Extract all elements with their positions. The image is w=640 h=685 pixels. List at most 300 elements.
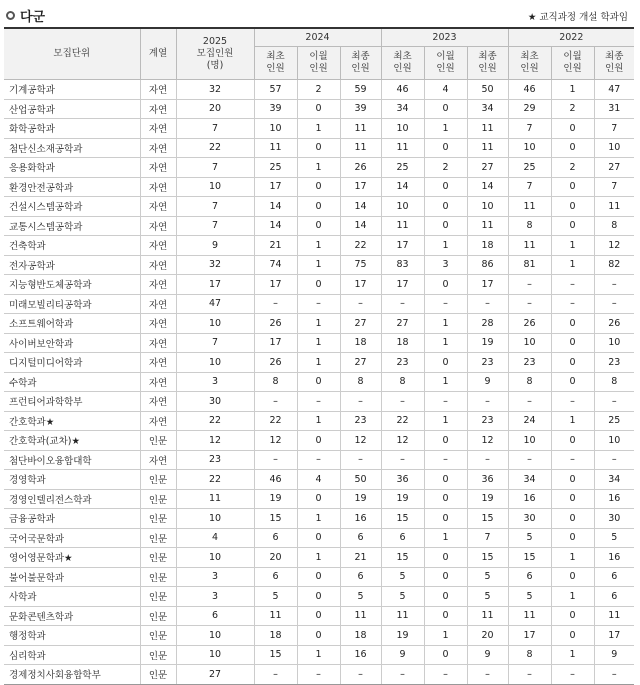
value-cell: 1 <box>424 372 467 392</box>
value-cell: 8 <box>381 372 424 392</box>
value-cell: 18 <box>254 626 297 646</box>
category-cell: 자연 <box>140 275 176 295</box>
value-cell: 8 <box>508 372 551 392</box>
value-cell: 11 <box>381 216 424 236</box>
value-cell: 0 <box>551 177 594 197</box>
value-cell: – <box>594 294 634 314</box>
table-row <box>4 548 634 568</box>
value-cell: 3 <box>176 372 254 392</box>
value-cell: 11 <box>176 489 254 509</box>
value-cell: – <box>551 665 594 685</box>
header-unit: 모집단위 <box>4 28 140 80</box>
value-cell: 50 <box>340 470 381 490</box>
value-cell: 11 <box>594 197 634 217</box>
value-cell: 11 <box>381 138 424 158</box>
value-cell: 1 <box>297 509 340 529</box>
value-cell: 23 <box>340 411 381 431</box>
value-cell: 0 <box>424 606 467 626</box>
value-cell: 0 <box>424 587 467 607</box>
value-cell: 7 <box>508 119 551 139</box>
value-cell: 19 <box>381 626 424 646</box>
value-cell: – <box>340 392 381 412</box>
value-cell: 16 <box>340 645 381 665</box>
value-cell: 5 <box>254 587 297 607</box>
value-cell: 0 <box>297 216 340 236</box>
table-row <box>4 392 634 412</box>
value-cell: 22 <box>254 411 297 431</box>
value-cell: – <box>551 392 594 412</box>
subheader-cell: 최초 인원 <box>508 47 551 80</box>
value-cell: 19 <box>467 333 508 353</box>
dept-name-cell: 디지털미디어학과 <box>4 353 140 373</box>
value-cell: 5 <box>508 528 551 548</box>
category-cell: 자연 <box>140 411 176 431</box>
value-cell: 5 <box>467 587 508 607</box>
dept-name-cell: 간호학과(교차)★ <box>4 431 140 451</box>
value-cell: 11 <box>254 138 297 158</box>
value-cell: – <box>508 392 551 412</box>
value-cell: 10 <box>176 353 254 373</box>
value-cell: 23 <box>467 353 508 373</box>
value-cell: 0 <box>424 431 467 451</box>
value-cell: 17 <box>508 626 551 646</box>
dept-name-cell: 교통시스템공학과 <box>4 216 140 236</box>
value-cell: 18 <box>340 333 381 353</box>
value-cell: – <box>467 392 508 412</box>
value-cell: 6 <box>340 567 381 587</box>
value-cell: – <box>381 665 424 685</box>
value-cell: 1 <box>297 158 340 178</box>
category-cell: 인문 <box>140 567 176 587</box>
value-cell: 21 <box>340 548 381 568</box>
value-cell: – <box>551 275 594 295</box>
value-cell: 7 <box>176 119 254 139</box>
category-cell: 자연 <box>140 353 176 373</box>
value-cell: 26 <box>594 314 634 334</box>
dept-name-cell: 경제정치사회융합학부 <box>4 665 140 685</box>
value-cell: – <box>594 450 634 470</box>
value-cell: 25 <box>381 158 424 178</box>
table-row <box>4 314 634 334</box>
value-cell: – <box>594 665 634 685</box>
category-cell: 인문 <box>140 587 176 607</box>
value-cell: 0 <box>551 470 594 490</box>
value-cell: 0 <box>297 431 340 451</box>
value-cell: 17 <box>594 626 634 646</box>
subheader-cell: 최종 인원 <box>467 47 508 80</box>
value-cell: 19 <box>467 489 508 509</box>
value-cell: 1 <box>297 645 340 665</box>
subheader-cell: 최초 인원 <box>254 47 297 80</box>
value-cell: 59 <box>340 80 381 100</box>
value-cell: 32 <box>176 80 254 100</box>
value-cell: 50 <box>467 80 508 100</box>
value-cell: 5 <box>381 587 424 607</box>
value-cell: 10 <box>176 645 254 665</box>
value-cell: 6 <box>594 567 634 587</box>
value-cell: 18 <box>381 333 424 353</box>
value-cell: 0 <box>297 197 340 217</box>
value-cell: 1 <box>551 411 594 431</box>
category-cell: 자연 <box>140 314 176 334</box>
value-cell: 30 <box>176 392 254 412</box>
dept-name-cell: 불어불문학과 <box>4 567 140 587</box>
value-cell: 0 <box>424 509 467 529</box>
value-cell: 34 <box>508 470 551 490</box>
table-row <box>4 255 634 275</box>
value-cell: 10 <box>381 119 424 139</box>
value-cell: 10 <box>381 197 424 217</box>
value-cell: 20 <box>176 99 254 119</box>
value-cell: 11 <box>254 606 297 626</box>
table-row <box>4 80 634 100</box>
value-cell: 2 <box>551 99 594 119</box>
table-row <box>4 606 634 626</box>
value-cell: 15 <box>254 509 297 529</box>
value-cell: 22 <box>176 138 254 158</box>
subheader-cell: 이월 인원 <box>297 47 340 80</box>
value-cell: 26 <box>340 158 381 178</box>
value-cell: 10 <box>176 314 254 334</box>
table-row <box>4 509 634 529</box>
value-cell: 6 <box>508 567 551 587</box>
subheader-cell: 최초 인원 <box>381 47 424 80</box>
value-cell: 17 <box>254 333 297 353</box>
value-cell: 17 <box>381 275 424 295</box>
value-cell: 17 <box>381 236 424 256</box>
table-row <box>4 236 634 256</box>
value-cell: 0 <box>424 216 467 236</box>
value-cell: 12 <box>254 431 297 451</box>
value-cell: 21 <box>254 236 297 256</box>
dept-name-cell: 소프트웨어학과 <box>4 314 140 334</box>
value-cell: 8 <box>254 372 297 392</box>
table-row <box>4 333 634 353</box>
value-cell: – <box>508 665 551 685</box>
value-cell: 14 <box>340 197 381 217</box>
value-cell: 27 <box>594 158 634 178</box>
value-cell: 0 <box>424 470 467 490</box>
value-cell: 6 <box>254 528 297 548</box>
category-cell: 자연 <box>140 80 176 100</box>
category-cell: 자연 <box>140 99 176 119</box>
value-cell: 0 <box>551 509 594 529</box>
value-cell: 7 <box>176 197 254 217</box>
value-cell: 31 <box>594 99 634 119</box>
value-cell: 0 <box>551 528 594 548</box>
value-cell: 1 <box>424 314 467 334</box>
value-cell: 26 <box>254 314 297 334</box>
dept-name-cell: 전자공학과 <box>4 255 140 275</box>
value-cell: 19 <box>340 489 381 509</box>
value-cell: – <box>381 294 424 314</box>
value-cell: 19 <box>254 489 297 509</box>
category-cell: 인문 <box>140 626 176 646</box>
value-cell: 24 <box>508 411 551 431</box>
category-cell: 인문 <box>140 489 176 509</box>
category-cell: 인문 <box>140 528 176 548</box>
value-cell: 10 <box>508 138 551 158</box>
value-cell: 10 <box>594 431 634 451</box>
value-cell: 46 <box>254 470 297 490</box>
value-cell: 1 <box>424 626 467 646</box>
value-cell: 17 <box>340 275 381 295</box>
value-cell: 11 <box>508 606 551 626</box>
value-cell: – <box>254 294 297 314</box>
category-cell: 자연 <box>140 450 176 470</box>
table-row <box>4 99 634 119</box>
value-cell: – <box>297 450 340 470</box>
table-row <box>4 470 634 490</box>
value-cell: – <box>297 392 340 412</box>
value-cell: 17 <box>254 275 297 295</box>
value-cell: 6 <box>594 587 634 607</box>
value-cell: 1 <box>424 236 467 256</box>
dept-name-cell: 응용화학과 <box>4 158 140 178</box>
value-cell: 47 <box>594 80 634 100</box>
value-cell: 1 <box>297 255 340 275</box>
category-cell: 자연 <box>140 216 176 236</box>
value-cell: 6 <box>176 606 254 626</box>
header-year-2024: 2024 <box>254 28 381 47</box>
value-cell: 34 <box>381 99 424 119</box>
value-cell: – <box>508 294 551 314</box>
value-cell: 23 <box>594 353 634 373</box>
value-cell: 1 <box>551 587 594 607</box>
value-cell: 25 <box>508 158 551 178</box>
value-cell: 8 <box>340 372 381 392</box>
value-cell: 0 <box>424 489 467 509</box>
value-cell: 12 <box>176 431 254 451</box>
value-cell: 1 <box>297 119 340 139</box>
value-cell: 19 <box>381 489 424 509</box>
value-cell: 12 <box>381 431 424 451</box>
value-cell: 8 <box>508 645 551 665</box>
value-cell: 6 <box>254 567 297 587</box>
value-cell: – <box>467 665 508 685</box>
value-cell: 75 <box>340 255 381 275</box>
value-cell: 1 <box>551 548 594 568</box>
value-cell: 46 <box>381 80 424 100</box>
value-cell: 0 <box>297 567 340 587</box>
value-cell: 0 <box>551 216 594 236</box>
dept-name-cell: 건축학과 <box>4 236 140 256</box>
value-cell: 2 <box>424 158 467 178</box>
value-cell: – <box>424 665 467 685</box>
value-cell: 8 <box>594 216 634 236</box>
value-cell: – <box>381 392 424 412</box>
value-cell: 12 <box>340 431 381 451</box>
value-cell: 11 <box>508 236 551 256</box>
value-cell: 6 <box>340 528 381 548</box>
value-cell: 30 <box>594 509 634 529</box>
table-row <box>4 587 634 607</box>
value-cell: – <box>254 665 297 685</box>
value-cell: – <box>467 294 508 314</box>
category-cell: 자연 <box>140 333 176 353</box>
table-row <box>4 411 634 431</box>
value-cell: – <box>340 450 381 470</box>
value-cell: 25 <box>594 411 634 431</box>
value-cell: – <box>254 392 297 412</box>
value-cell: – <box>340 294 381 314</box>
value-cell: 86 <box>467 255 508 275</box>
value-cell: 0 <box>424 275 467 295</box>
value-cell: 39 <box>254 99 297 119</box>
value-cell: 83 <box>381 255 424 275</box>
table-row <box>4 294 634 314</box>
value-cell: 11 <box>467 138 508 158</box>
value-cell: 0 <box>297 372 340 392</box>
value-cell: 0 <box>424 353 467 373</box>
value-cell: 0 <box>551 606 594 626</box>
value-cell: 1 <box>424 119 467 139</box>
value-cell: 1 <box>551 645 594 665</box>
subheader-cell: 최종 인원 <box>340 47 381 80</box>
value-cell: – <box>467 450 508 470</box>
dept-name-cell: 간호학과★ <box>4 411 140 431</box>
value-cell: 15 <box>381 548 424 568</box>
value-cell: 2 <box>551 158 594 178</box>
subheader-cell: 이월 인원 <box>551 47 594 80</box>
category-cell: 자연 <box>140 197 176 217</box>
value-cell: 32 <box>176 255 254 275</box>
table-row <box>4 275 634 295</box>
table-row <box>4 158 634 178</box>
value-cell: 0 <box>551 353 594 373</box>
dept-name-cell: 환경안전공학과 <box>4 177 140 197</box>
dept-name-cell: 화학공학과 <box>4 119 140 139</box>
value-cell: 14 <box>340 216 381 236</box>
value-cell: 7 <box>467 528 508 548</box>
value-cell: 10 <box>254 119 297 139</box>
dept-name-cell: 건설시스템공학과 <box>4 197 140 217</box>
value-cell: 7 <box>594 119 634 139</box>
value-cell: 3 <box>176 587 254 607</box>
value-cell: 11 <box>340 119 381 139</box>
value-cell: 4 <box>424 80 467 100</box>
dept-name-cell: 영어영문학과★ <box>4 548 140 568</box>
value-cell: 0 <box>551 333 594 353</box>
table-row <box>4 177 634 197</box>
value-cell: 27 <box>176 665 254 685</box>
value-cell: 22 <box>340 236 381 256</box>
value-cell: 10 <box>176 509 254 529</box>
value-cell: 0 <box>297 528 340 548</box>
value-cell: 1 <box>297 314 340 334</box>
value-cell: 10 <box>176 626 254 646</box>
dept-name-cell: 국어국문학과 <box>4 528 140 548</box>
value-cell: 5 <box>381 567 424 587</box>
value-cell: 1 <box>551 80 594 100</box>
subheader-cell: 이월 인원 <box>424 47 467 80</box>
dept-name-cell: 사학과 <box>4 587 140 607</box>
value-cell: 0 <box>424 138 467 158</box>
value-cell: 0 <box>297 587 340 607</box>
value-cell: 0 <box>551 314 594 334</box>
admissions-table <box>4 27 634 685</box>
value-cell: 34 <box>594 470 634 490</box>
dept-name-cell: 사이버보안학과 <box>4 333 140 353</box>
value-cell: 16 <box>594 548 634 568</box>
header-year-2023: 2023 <box>381 28 508 47</box>
value-cell: – <box>254 450 297 470</box>
category-cell: 자연 <box>140 294 176 314</box>
value-cell: 27 <box>381 314 424 334</box>
value-cell: 1 <box>297 353 340 373</box>
value-cell: – <box>297 665 340 685</box>
value-cell: 12 <box>467 431 508 451</box>
value-cell: 1 <box>297 236 340 256</box>
value-cell: 10 <box>467 197 508 217</box>
table-row <box>4 665 634 685</box>
value-cell: 0 <box>297 275 340 295</box>
value-cell: 14 <box>381 177 424 197</box>
value-cell: 0 <box>424 177 467 197</box>
value-cell: 30 <box>508 509 551 529</box>
value-cell: 7 <box>508 177 551 197</box>
value-cell: 17 <box>254 177 297 197</box>
value-cell: 29 <box>508 99 551 119</box>
value-cell: 5 <box>467 567 508 587</box>
header-year-2022: 2022 <box>508 28 634 47</box>
section-header <box>6 6 45 24</box>
category-cell: 인문 <box>140 606 176 626</box>
value-cell: 26 <box>508 314 551 334</box>
value-cell: 7 <box>176 158 254 178</box>
value-cell: 11 <box>340 138 381 158</box>
value-cell: 11 <box>381 606 424 626</box>
category-cell: 자연 <box>140 255 176 275</box>
value-cell: 15 <box>381 509 424 529</box>
value-cell: 1 <box>424 333 467 353</box>
dept-name-cell: 경영학과 <box>4 470 140 490</box>
value-cell: 20 <box>254 548 297 568</box>
value-cell: 10 <box>176 177 254 197</box>
value-cell: 16 <box>340 509 381 529</box>
category-cell: 자연 <box>140 236 176 256</box>
value-cell: 25 <box>254 158 297 178</box>
table-body <box>4 80 634 685</box>
value-cell: 0 <box>551 197 594 217</box>
value-cell: 22 <box>381 411 424 431</box>
value-cell: 0 <box>551 119 594 139</box>
subheader-cell: 최종 인원 <box>594 47 634 80</box>
value-cell: 4 <box>297 470 340 490</box>
value-cell: 5 <box>594 528 634 548</box>
table-row <box>4 353 634 373</box>
value-cell: 10 <box>594 333 634 353</box>
value-cell: 0 <box>551 138 594 158</box>
value-cell: 10 <box>594 138 634 158</box>
value-cell: 27 <box>340 314 381 334</box>
value-cell: 7 <box>176 333 254 353</box>
table-row <box>4 645 634 665</box>
table-row <box>4 567 634 587</box>
value-cell: 1 <box>551 255 594 275</box>
value-cell: – <box>551 294 594 314</box>
value-cell: 0 <box>297 489 340 509</box>
value-cell: 5 <box>340 587 381 607</box>
category-cell: 자연 <box>140 158 176 178</box>
table-row <box>4 372 634 392</box>
dept-name-cell: 지능형반도체공학과 <box>4 275 140 295</box>
value-cell: – <box>594 392 634 412</box>
value-cell: 1 <box>297 411 340 431</box>
table-row <box>4 216 634 236</box>
value-cell: 11 <box>508 197 551 217</box>
value-cell: 57 <box>254 80 297 100</box>
